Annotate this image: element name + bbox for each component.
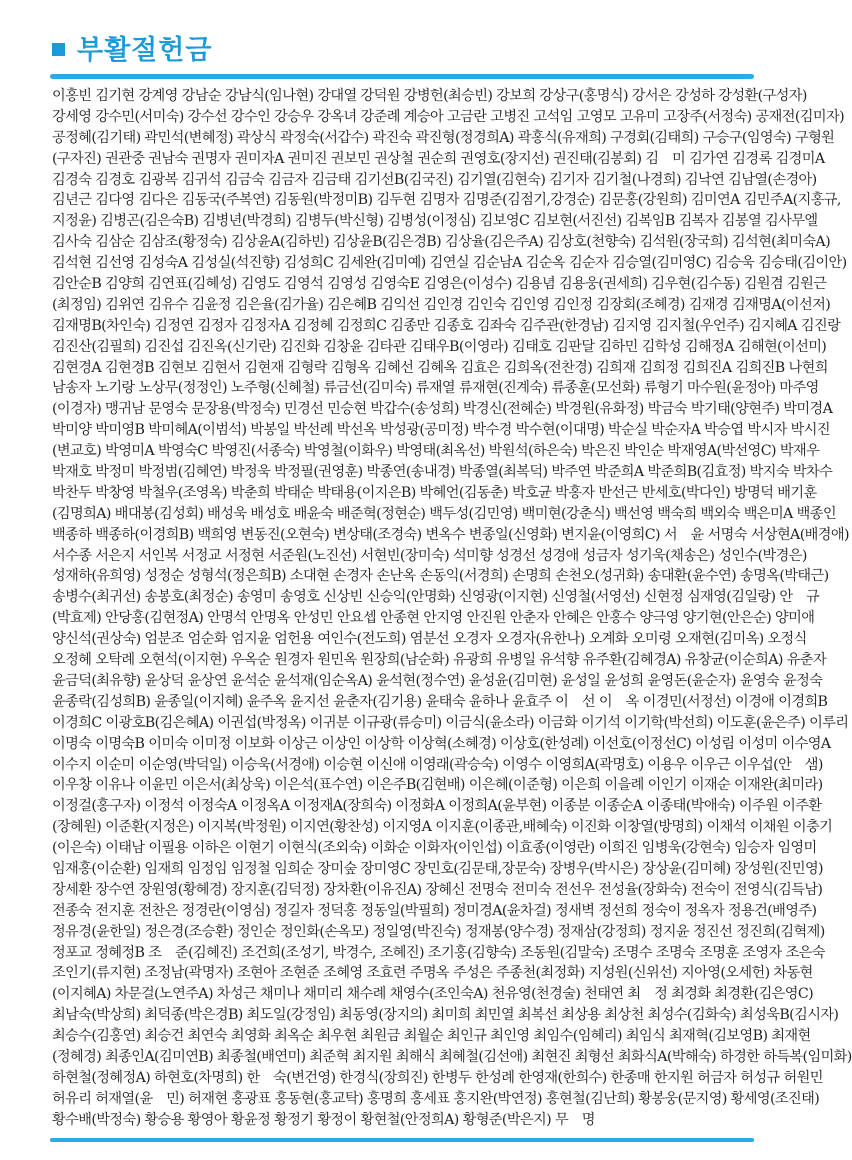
donor-names-line: 조인기(류지현) 조정남(곽명자) 조현아 조현준 조혜영 조효련 주명옥 주성은 주종천(최정화) 지성원(신위선) 지아영(오세헌) 차동현 (52, 965, 813, 982)
donor-names-line: 전종숙 전지훈 전찬은 정경란(이영심) 정길자 정덕홍 정동일(박필희) 정미경A(윤차걸) 정새벽 정선희 정숙이 정옥자 정용건(배영주) (52, 902, 817, 919)
top-divider (50, 74, 754, 79)
donor-names-line: (이지혜A) 차문걸(노연주A) 차성근 채미나 채미리 채수례 채영수(조인숙A) 천유영(천경술) 천태연 최 정 최경화 최경환(김은영C) (52, 986, 814, 1003)
donor-names-line: 김사숙 김삼순 김삼조(황정숙) 김상윤A(김하빈) 김상윤B(김은경B) 김상율(김은주A) 김상호(천향숙) 김석원(장국희) 김석현(최미숙A) (52, 234, 831, 251)
donor-names-line: 서수종 서은지 서인복 서정교 서정현 서준원(노진선) 서현빈(장미숙) 석미향 성경선 성경애 성금자 성기욱(채송은) 성인수(박경은) (52, 547, 807, 564)
donor-names-line: 송병수(최귀선) 송봉호(최정순) 송영미 송영호 신상빈 신승익(안명화) 신영광(이지현) 신영철(서영선) 신현정 심재영(김일랑) 안 규 (52, 589, 820, 606)
donor-names-line: 김진산(김필희) 김진섭 김진옥(신기란) 김진화 김창윤 김타관 김태우B(이영라) 김태호 김판달 김하민 김학성 김해정A 김해현(이선미) (52, 338, 827, 355)
donor-names-line: 오정혜 오탁례 오현석(이지현) 우옥순 원경자 원민옥 원장희(남순화) 유광희 유병일 유석향 유주환(김혜경A) 유창균(이순희A) 유춘자 (52, 652, 827, 669)
donor-names-line: 박재호 박정미 박정범(김혜연) 박정욱 박정필(권영훈) 박종연(송내경) 박종열(최복덕) 박주연 박준희A 박준희B(김효정) 박지숙 박차수 (52, 464, 833, 481)
donor-names-line: 강세영 강수민(서미숙) 강수선 강수인 강승우 강옥녀 강준례 계승아 고금란 고병진 고석임 고영모 고유미 고장주(서정숙) 공재전(김미자) (52, 108, 845, 125)
donor-names-line: 이명숙 이명숙B 이미숙 이미정 이보화 이상근 이상인 이상학 이상혁(소혜경) 이상호(한성례) 이선호(이정선C) 이성림 이성미 이수영A (52, 735, 831, 752)
donor-names-line: 성재하(유희영) 성정순 성형석(정은희B) 소대현 손경자 손난옥 손동익(서경희) 손명희 손천오(성귀화) 송대환(윤수연) 송명옥(박태근) (52, 568, 829, 585)
donor-names-line: (김명희A) 배대봉(김성회) 배성욱 배성호 배윤숙 배준혁(정현순) 백두성(김민영) 백미현(강춘식) 백선영 백숙희 백외숙 백은미A 백종인 (52, 505, 836, 522)
donor-names-line: (장혜원) 이준환(지정은) 이지복(박정원) 이지연(황찬성) 이지영A 이지훈(이종관,배혜숙) 이진화 이창열(방명희) 이채석 이채원 이충기 (52, 819, 833, 836)
donor-names-line: (이경자) 맹귀남 문영숙 문장용(박정숙) 민경선 민승현 박갑수(송성희) 박경신(전혜순) 박경원(유화정) 박금숙 박기태(양현주) 박미경A (52, 401, 833, 418)
donor-names-line: 김경숙 김경호 김광복 김귀석 김금숙 김금자 김금태 김기선B(김국진) 김기열(김현숙) 김기자 김기철(나경희) 김낙연 김남열(손경아) (52, 171, 817, 188)
donor-names-line: 양신석(권상숙) 엄분조 엄순화 엄지윤 엄헌용 여인수(전도희) 염분선 오경자 오경자(유한나) 오계화 오미령 오재현(김미옥) 오정식 (52, 631, 807, 648)
donor-names-line: 김석현 김선영 김성숙A 김성실(석진향) 김성희C 김세완(김미예) 김연실 김순남A 김순옥 김순자 김승열(김미영C) 김승욱 김승태(김이안) (52, 255, 847, 272)
donor-names-line: 김재명B(차인숙) 김정연 김정자 김정자A 김정혜 김정희C 김종만 김종호 김좌숙 김주관(한경남) 김지영 김지철(우언주) 김지혜A 김진랑 (52, 317, 841, 334)
donor-names-line: 최남숙(박상희) 최덕종(박은경B) 최도일(강정임) 최동영(장지의) 최미희 최민열 최복선 최상용 최상천 최성수(김화숙) 최성욱B(김시자) (52, 1007, 839, 1024)
donor-names-line: 남송자 노기랑 노상무(정정인) 노주형(신혜철) 류금선(김미숙) 류재열 류재현(진계숙) 류종훈(모선화) 류형기 마수원(윤정아) 마주영 (52, 380, 819, 397)
bottom-divider (50, 1138, 754, 1142)
donor-names-line: 김년근 김다영 김다은 김동국(주복연) 김동원(박정미B) 김두현 김명자 김명준(김점기,강경순) 김문홍(강원희) 김미연A 김민주A(지홍규, (52, 192, 841, 209)
donor-names-line: 임재홍(이순환) 임재희 임정임 임정철 임희순 장미숲 장미영C 장민호(김문태,장문숙) 장병우(박시은) 장상윤(김미혜) 장성원(진민영) (52, 860, 823, 877)
donor-names-line: (정혜경) 최종인A(김미연B) 최종철(배연미) 최준혁 최지원 최해식 최혜철(김선애) 최현진 최형선 최화식A(박해숙) 하경한 하득복(임미화) (52, 1048, 852, 1065)
donor-names-line: 허유리 허재열(윤 민) 허재현 홍광표 홍동현(홍교탁) 홍명희 홍세표 홍지완(박연정) 홍현철(김난희) 황봉웅(문지영) 황세영(조진태) (52, 1090, 820, 1107)
donor-names-line: (이은숙) 이태남 이필용 이하은 이현기 이현식(조외숙) 이화순 이화자(이인섭) 이효종(이영란) 이희진 임병욱(강현숙) 임승자 임영미 (52, 840, 817, 857)
section-header (52, 28, 212, 67)
donor-names-line: 이정걸(홍구자) 이정석 이정숙A 이정옥A 이정재A(장희숙) 이정화A 이정희A(윤부현) 이종분 이종순A 이종태(박애숙) 이주원 이주환 (52, 798, 822, 815)
donor-name-list (52, 86, 852, 1131)
square-bullet-icon (52, 43, 65, 56)
donor-names-line: 김현경A 김현경B 김현보 김현서 김현재 김형락 김형옥 김혜선 김혜옥 김효은 김희옥(전찬경) 김희재 김희정 김희진A 김희진B 나현희 (52, 359, 828, 376)
donor-names-line: 정유경(윤한일) 정은경(조승환) 정인순 정인화(손옥모) 정일영(박진숙) 정재봉(양수경) 정재삼(강정희) 정지윤 정진선 정진희(김혁제) (52, 923, 825, 940)
donor-names-line: 김안순B 김양희 김연표(김혜성) 김영도 김영석 김영성 김영숙E 김영은(이성수) 김용념 김용웅(권세희) 김우현(김수동) 김원겸 김원근 (52, 276, 827, 293)
donor-names-line: (최정임) 김위연 김유수 김윤정 김은율(김가율) 김은혜B 김익선 김인경 김인숙 김인영 김인정 김장회(조혜경) 김재경 김재명A(이선저) (52, 296, 831, 313)
donor-names-line: 정포교 정혜정B 조 준(김혜진) 조건희(조성기, 박경수, 조혜진) 조기홍(김향숙) 조동원(김말숙) 조명수 조명숙 조명훈 조영자 조은숙 (52, 944, 825, 961)
donor-names-line: 공정혜(김기태) 곽민석(변혜정) 곽상식 곽정숙(서갑수) 곽진숙 곽진형(정경희A) 곽홍식(유재희) 구경회(김태희) 구승구(임영숙) 구형원 (52, 129, 835, 146)
donor-names-line: 이수지 이순미 이순영(박덕일) 이승욱(서경애) 이승현 이신애 이영래(곽승숙) 이영수 이영희A(곽명호) 이용우 이우근 이우섭(안 샘) (52, 756, 823, 773)
donor-names-line: 윤금덕(최유향) 윤상덕 윤상연 윤석순 윤석재(임순옥A) 윤석현(정수연) 윤성윤(김미현) 윤성일 윤성희 윤영돈(윤순자) 윤영숙 윤정숙 (52, 672, 823, 689)
donor-names-line: 장세환 장수연 장원영(황혜경) 장지훈(김덕정) 장차환(이유진A) 장혜신 전명숙 전미숙 전선우 전성율(장화숙) 전숙이 전영식(김득남) (52, 881, 823, 898)
donor-names-line: 지정윤) 김병곤(김은숙B) 김병년(박경희) 김병두(박신형) 김병성(이정심) 김보영C 김보현(서진선) 김복임B 김복자 김봉열 김사무엘 (52, 213, 818, 230)
donor-names-line: 이우창 이유나 이윤민 이은서(최상욱) 이은석(표수연) 이은주B(김현배) 이은혜(이준형) 이은희 이을례 이인기 이재순 이재완(최미라) (52, 777, 823, 794)
donor-names-line: 이경희C 이광호B(김은혜A) 이권섭(박정옥) 이귀분 이규광(류승미) 이금식(윤소라) 이금화 이기석 이기학(박선희) 이도훈(윤은주) 이루리 (52, 714, 849, 731)
donor-names-line: 최승수(김홍연) 최승건 최연숙 최영화 최옥순 최우현 최원금 최월순 최인규 최인영 최임수(임혜리) 최임식 최재혁(김보영B) 최재현 (52, 1028, 811, 1045)
section-title: 부활절헌금 (77, 35, 213, 66)
donor-names-line: 이홍빈 김기현 강계영 강남순 강남식(임나현) 강대열 강덕원 강병헌(최승빈) 강보희 강상구(홍명식) 강서은 강성하 강성환(구성자) (52, 88, 807, 104)
donor-names-line: 하현철(정혜정A) 하현호(차명희) 한 숙(변건영) 한경식(장희진) 한병두 한성례 한영재(한희수) 한종매 한지원 허금자 허성규 허원민 (52, 1069, 823, 1086)
donor-names-line: 황수배(박정숙) 황승용 황영아 황윤정 황정기 황정이 황현철(안정희A) 황형준(박은지) 무 명 (52, 1111, 595, 1128)
donor-names-line: (변교호) 박영미A 박영숙C 박영진(서종숙) 박영철(이화우) 박영태(최옥선) 박원석(하은숙) 박은진 박인순 박재영A(박선영C) 박재우 (52, 443, 820, 460)
donor-names-line: 박찬두 박창영 박철우(조영옥) 박춘희 박태순 박태용(이지은B) 박혜언(김동춘) 박호균 박홍자 반선근 반세호(박다인) 방명덕 배기훈 (52, 484, 817, 501)
donor-names-line: (박효제) 안당홍(김현정A) 안명석 안명옥 안성민 안요셉 안종현 안지영 안진원 안춘자 안혜은 안홍수 양극영 양기현(안은순) 양미애 (52, 610, 815, 627)
donor-names-line: 백종하 백종하(이경희B) 백희영 변동진(오현숙) 변상태(조경숙) 변옥수 변종일(신영화) 변지윤(이영희C) 서 윤 서명숙 서상현A(배경애) (52, 526, 849, 543)
donor-names-line: 박미양 박미영B 박미혜A(이범석) 박봉일 박선례 박선옥 박성광(공미정) 박수경 박수현(이대명) 박순실 박순자A 박승엽 박시자 박시진 (52, 422, 830, 439)
donor-names-line: (구자진) 권관중 권남숙 권명자 권미자A 권미진 권보민 권상철 권순희 권영호(장지선) 권진태(김봉회) 김 미 김가연 김경록 김경미A (52, 150, 825, 167)
donor-names-line: 윤종락(김성희B) 윤종일(이지혜) 윤주옥 윤지선 윤춘자(김기용) 윤태숙 윤하나 윤효주 이 선 이 옥 이경민(서정선) 이경애 이경희B (52, 693, 828, 710)
